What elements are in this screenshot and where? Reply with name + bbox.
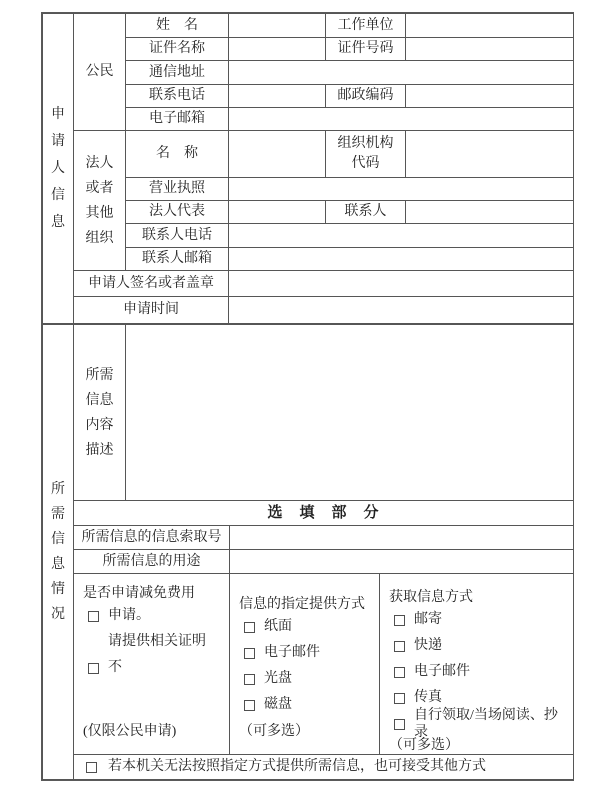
license-input-cell[interactable] xyxy=(229,178,574,201)
cert-no-input-cell[interactable] xyxy=(406,38,574,61)
obtain-self-checkbox[interactable] xyxy=(394,719,405,730)
obtain-option-email: 电子邮件 xyxy=(389,659,569,685)
obtain-express-checkbox[interactable] xyxy=(394,641,405,652)
purpose-input-cell[interactable] xyxy=(230,550,574,574)
optional-part-header: 选 填 部 分 xyxy=(267,504,380,521)
phone-label-cell: 联系电话 xyxy=(126,85,229,108)
apply-time-label-cell: 申请时间 xyxy=(74,297,229,324)
obtain-email-checkbox[interactable] xyxy=(394,667,405,678)
postcode-label-cell: 邮政编码 xyxy=(326,85,406,108)
obtain-option-fax: 传真 xyxy=(389,685,569,711)
purpose-label-cell: 所需信息的用途 xyxy=(74,550,230,574)
name-label-cell: 姓 名 xyxy=(126,14,229,38)
provision-disk-checkbox[interactable] xyxy=(244,700,255,711)
provision-option-email: 电子邮件 xyxy=(239,640,375,666)
other-way-label: 若本机关无法按照指定方式提供所需信息，也可接受其他方式 xyxy=(108,759,486,775)
org-code-input-cell[interactable] xyxy=(406,131,574,178)
citizen-group-label: 公民 xyxy=(85,64,114,80)
obtain-option-mail: 邮寄 xyxy=(389,607,569,633)
contact-email-input-cell[interactable] xyxy=(229,248,574,271)
obtain-mail-checkbox[interactable] xyxy=(394,615,405,626)
needed-info-section xyxy=(42,324,574,780)
provision-cd-checkbox[interactable] xyxy=(244,674,255,685)
license-label-cell: 营业执照 xyxy=(126,178,229,201)
index-no-input-cell[interactable] xyxy=(230,526,574,550)
address-input-cell[interactable] xyxy=(229,61,574,85)
provision-option-disk: 磁盘 xyxy=(239,692,375,718)
fee-waiver-title: 是否申请减免费用 xyxy=(83,586,195,601)
org-code-label-cell: 组织机构代码 xyxy=(326,131,406,178)
contact-phone-label-cell: 联系人电话 xyxy=(126,224,229,248)
contact-phone-input-cell[interactable] xyxy=(229,224,574,248)
other-way-cell xyxy=(74,755,574,780)
fee-option-no: 不 xyxy=(83,655,225,681)
obtain-method-title: 获取信息方式 xyxy=(389,590,473,605)
cert-name-label-cell: 证件名称 xyxy=(126,38,229,61)
obtain-option-self: 自行领取/当场阅读、抄录 xyxy=(389,711,569,737)
signature-label-cell: 申请人签名或者盖章 xyxy=(74,271,229,297)
applicant-info-section xyxy=(42,13,574,324)
fee-waiver-cell xyxy=(74,574,230,755)
obtain-fax-checkbox[interactable] xyxy=(394,693,405,704)
other-way-checkbox[interactable] xyxy=(86,762,97,773)
provision-paper-checkbox[interactable] xyxy=(244,622,255,633)
fee-apply-checkbox[interactable] xyxy=(88,611,99,622)
desc-input-cell[interactable] xyxy=(126,325,574,501)
application-form-table xyxy=(41,12,574,781)
postcode-input-cell[interactable] xyxy=(406,85,574,108)
cert-name-input-cell[interactable] xyxy=(229,38,326,61)
optional-part-header-cell xyxy=(74,501,574,526)
desc-label-cell xyxy=(74,325,126,501)
needed-section-label: 所需信息情况 xyxy=(51,482,65,622)
org-name-input-cell[interactable] xyxy=(229,131,326,178)
name-input-cell[interactable] xyxy=(229,14,326,38)
desc-label: 所需信息内容描述 xyxy=(85,367,114,458)
fee-apply-note: 请提供相关证明 xyxy=(108,634,206,650)
email-label-cell: 电子邮箱 xyxy=(126,108,229,131)
cert-no-label-cell: 证件号码 xyxy=(326,38,406,61)
provision-email-checkbox[interactable] xyxy=(244,648,255,659)
obtain-method-cell xyxy=(380,574,574,755)
provision-option-cd: 光盘 xyxy=(239,666,375,692)
applicant-section-label: 申请人信息 xyxy=(51,107,65,230)
work-unit-input-cell[interactable] xyxy=(406,14,574,38)
provision-method-cell xyxy=(230,574,380,755)
contact-email-label-cell: 联系人邮箱 xyxy=(126,248,229,271)
legal-entity-group-cell xyxy=(74,131,126,271)
index-no-label-cell: 所需信息的信息索取号 xyxy=(74,526,230,550)
email-input-cell[interactable] xyxy=(229,108,574,131)
work-unit-label-cell: 工作单位 xyxy=(326,14,406,38)
provision-footnote: （可多选） xyxy=(239,724,309,739)
signature-input-cell[interactable] xyxy=(229,271,574,297)
fee-option-apply: 申请。 xyxy=(83,603,225,629)
obtain-option-express: 快递 xyxy=(389,633,569,659)
address-label-cell: 通信地址 xyxy=(126,61,229,85)
phone-input-cell[interactable] xyxy=(229,85,326,108)
fee-no-checkbox[interactable] xyxy=(88,663,99,674)
fee-footnote: (仅限公民申请) xyxy=(83,724,177,739)
legal-rep-input-cell[interactable] xyxy=(229,201,326,224)
applicant-section-label-cell xyxy=(43,14,74,324)
contact-label-cell: 联系人 xyxy=(326,201,406,224)
citizen-group-cell xyxy=(74,14,126,131)
needed-section-label-cell xyxy=(43,325,74,780)
org-name-label-cell: 名 称 xyxy=(126,131,229,178)
provision-option-paper: 纸面 xyxy=(239,614,375,640)
provision-method-title: 信息的指定提供方式 xyxy=(239,597,365,612)
obtain-footnote: （可多选） xyxy=(389,738,459,753)
legal-rep-label-cell: 法人代表 xyxy=(126,201,229,224)
contact-input-cell[interactable] xyxy=(406,201,574,224)
legal-entity-group-label: 法人或者其他组织 xyxy=(85,155,114,246)
apply-time-input-cell[interactable] xyxy=(229,297,574,324)
